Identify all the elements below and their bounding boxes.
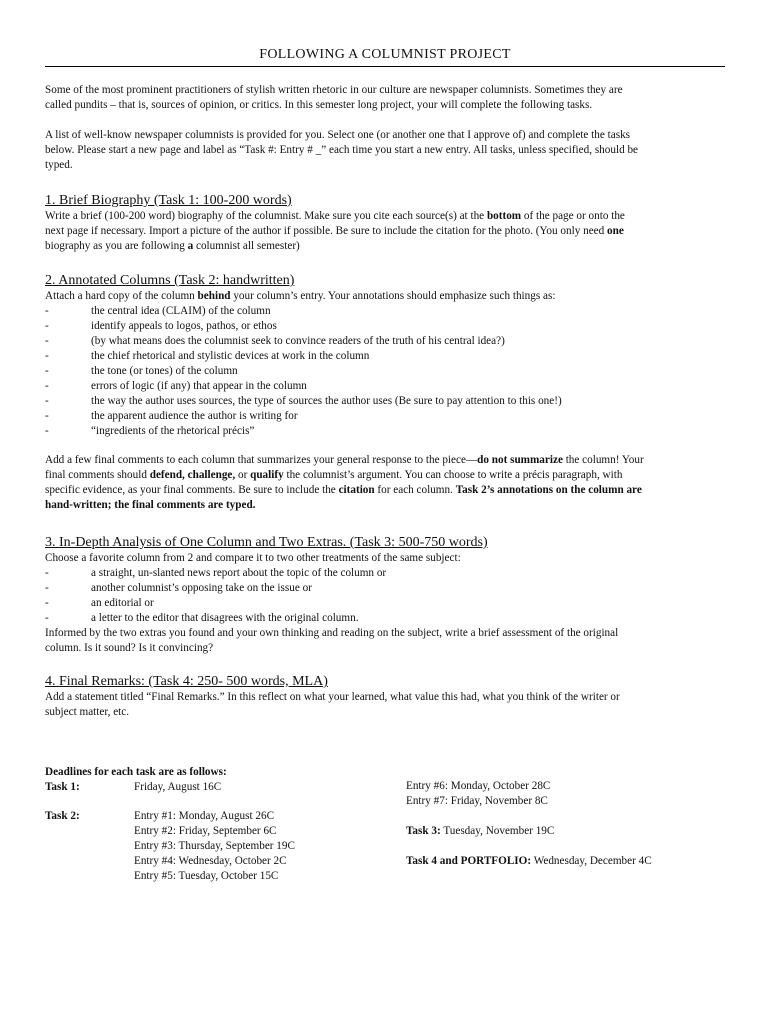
text-line: Informed by the two extras you found and your own thinking and reading on the subject, write a brief assessment of the original xyxy=(45,627,619,639)
text-line: column. Is it sound? Is it convincing? xyxy=(45,642,214,654)
list-item-text: a straight, un-slanted news report about the topic of the column or xyxy=(91,567,387,579)
deadline-entry: Entry #2: Friday, September 6C xyxy=(134,825,277,837)
text-line: below. Please start a new page and label as “Task #: Entry # _” each time you start a new entry. All tasks, unless specified, should be xyxy=(45,144,639,156)
list-item-text: the central idea (CLAIM) of the column xyxy=(91,305,271,317)
deadline-task4: Task 4 and PORTFOLIO: Wednesday, December 4C xyxy=(406,855,652,867)
text-line: Add a few final comments to each column that summarizes your general response to the piece—do not summarize the column! Your xyxy=(45,454,644,466)
task1-heading: 1. Brief Biography (Task 1: 100-200 words) xyxy=(45,193,292,208)
list-item-text: “ingredients of the rhetorical précis” xyxy=(91,425,255,437)
task2-list xyxy=(45,304,725,439)
text-line: final comments should defend, challenge, or qualify the columnist’s argument. You can choose to write a précis paragraph, with xyxy=(45,469,623,481)
deadline-task3: Task 3: Tuesday, November 19C xyxy=(406,825,555,837)
deadline-task2: Task 2: Entry #1: Monday, August 26C xyxy=(45,810,275,822)
task2-heading: 2. Annotated Columns (Task 2: handwritten) xyxy=(45,273,295,288)
task3-list xyxy=(45,566,725,626)
text-line: Attach a hard copy of the column behind your column’s entry. Your annotations should emphasize such things as: xyxy=(45,290,556,302)
text-line: next page if necessary. Import a picture of the author if possible. Be sure to include the citation for the photo. (You only need one xyxy=(45,225,624,237)
list-item-text: the chief rhetorical and stylistic devices at work in the column xyxy=(91,350,370,362)
deadlines-heading: Deadlines for each task are as follows: xyxy=(45,766,227,778)
deadline-entry: Entry #4: Wednesday, October 2C xyxy=(134,855,287,867)
task3-section xyxy=(45,534,725,656)
deadline-entry: Entry #7: Friday, November 8C xyxy=(406,795,548,807)
list-item xyxy=(45,319,725,334)
deadline-task1: Task 1: Friday, August 16C xyxy=(45,781,222,793)
deadline-entry: Entry #3: Thursday, September 19C xyxy=(134,840,295,852)
list-item-text: the apparent audience the author is writing for xyxy=(91,410,298,422)
task2-section xyxy=(45,272,725,439)
bullet-dash: - xyxy=(45,425,49,437)
text-line: A list of well-know newspaper columnists is provided for you. Select one (or another one that I approve of) and complete the tasks xyxy=(45,129,631,141)
text-line: called pundits – that is, sources of opinion, or critics. In this semester long project, your will complete the following tasks. xyxy=(45,99,593,111)
text-line: biography as you are following a columnist all semester) xyxy=(45,240,300,252)
text-line: Choose a favorite column from 2 and compare it to two other treatments of the same subject: xyxy=(45,552,461,564)
bullet-dash: - xyxy=(45,350,49,362)
intro-paragraph-1 xyxy=(45,83,725,113)
text-line: Write a brief (100-200 word) biography of the columnist. Make sure you cite each source(s) at the bottom of the page or onto the xyxy=(45,210,625,222)
text-line: hand-written; the final comments are typed. xyxy=(45,499,256,511)
list-item xyxy=(45,364,725,379)
bullet-dash: - xyxy=(45,597,49,609)
deadline-entry: Entry #5: Tuesday, October 15C xyxy=(134,870,279,882)
list-item xyxy=(45,424,725,439)
deadline-entry: Entry #6: Monday, October 28C xyxy=(406,780,551,792)
list-item xyxy=(45,596,725,611)
text-line: subject matter, etc. xyxy=(45,706,130,718)
list-item xyxy=(45,611,725,626)
list-item xyxy=(45,379,725,394)
bullet-dash: - xyxy=(45,410,49,422)
text-line: typed. xyxy=(45,159,73,171)
task1-section xyxy=(45,192,725,254)
list-item-text: another columnist’s opposing take on the issue or xyxy=(91,582,312,594)
text-line: Some of the most prominent practitioners of stylish written rhetoric in our culture are newspaper columnists. Sometimes they are xyxy=(45,84,623,96)
list-item xyxy=(45,334,725,349)
list-item xyxy=(45,394,725,409)
bullet-dash: - xyxy=(45,320,49,332)
bullet-dash: - xyxy=(45,365,49,377)
list-item xyxy=(45,581,725,596)
bullet-dash: - xyxy=(45,305,49,317)
list-item-text: an editorial or xyxy=(91,597,154,609)
text-line: specific evidence, as your final comments. Be sure to include the citation for each column. Task 2’s annotations on the column are xyxy=(45,484,642,496)
page-title: FOLLOWING A COLUMNIST PROJECT xyxy=(259,47,511,62)
list-item xyxy=(45,349,725,364)
title-rule xyxy=(45,66,725,67)
intro-paragraph-2 xyxy=(45,128,725,173)
bullet-dash: - xyxy=(45,567,49,579)
task4-heading: 4. Final Remarks: (Task 4: 250- 500 words, MLA) xyxy=(45,674,328,689)
list-item-text: errors of logic (if any) that appear in the column xyxy=(91,380,307,392)
deadlines-left xyxy=(45,765,385,884)
list-item-text: the tone (or tones) of the column xyxy=(91,365,238,377)
text-line: Add a statement titled “Final Remarks.” In this reflect on what your learned, what value this had, what you think of the writer or xyxy=(45,691,620,703)
bullet-dash: - xyxy=(45,582,49,594)
bullet-dash: - xyxy=(45,395,49,407)
bullet-dash: - xyxy=(45,380,49,392)
list-item-text: identify appeals to logos, pathos, or ethos xyxy=(91,320,277,332)
list-item xyxy=(45,566,725,581)
deadlines-right xyxy=(406,779,726,869)
task3-heading: 3. In-Depth Analysis of One Column and Two Extras. (Task 3: 500-750 words) xyxy=(45,535,488,550)
list-item xyxy=(45,304,725,319)
list-item xyxy=(45,409,725,424)
bullet-dash: - xyxy=(45,612,49,624)
list-item-text: the way the author uses sources, the type of sources the author uses (Be sure to pay attention to this one!) xyxy=(91,395,562,407)
list-item-text: a letter to the editor that disagrees with the original column. xyxy=(91,612,359,624)
task2-final-comments xyxy=(45,453,725,513)
task4-section xyxy=(45,673,725,720)
list-item-text: (by what means does the columnist seek to convince readers of the truth of his central idea?) xyxy=(91,335,505,347)
bullet-dash: - xyxy=(45,335,49,347)
